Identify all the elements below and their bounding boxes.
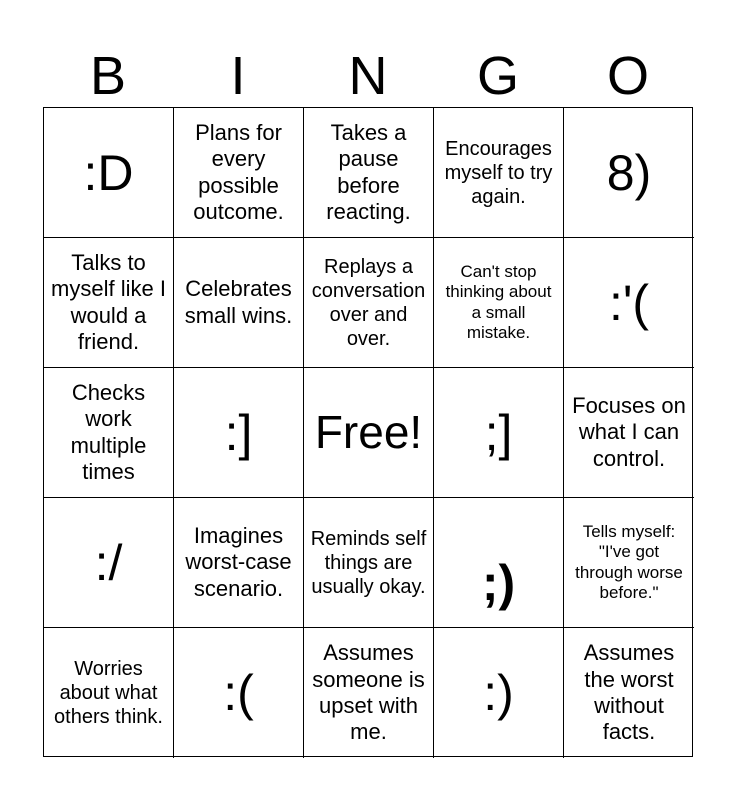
bingo-cell: Focuses on what I can control.	[564, 368, 694, 498]
bingo-cell: Plans for every possible outcome.	[174, 108, 304, 238]
bingo-cell: :D	[44, 108, 174, 238]
bingo-cell: Checks work multiple times	[44, 368, 174, 498]
free-space-cell: Free!	[304, 368, 434, 498]
bingo-cell: Replays a conversation over and over.	[304, 238, 434, 368]
bingo-cell: Reminds self things are usually okay.	[304, 498, 434, 628]
bingo-cell: Tells myself: "I've got through worse before."	[564, 498, 694, 628]
header-letter-i: I	[230, 46, 246, 106]
header-letter-b: B	[89, 46, 127, 106]
bingo-cell: 8)	[564, 108, 694, 238]
bingo-cell: :]	[174, 368, 304, 498]
bingo-header	[43, 44, 693, 108]
bingo-cell: :'(	[564, 238, 694, 368]
bingo-cell: Worries about what others think.	[44, 628, 174, 758]
bingo-cell: :(	[174, 628, 304, 758]
bingo-cell: Encourages myself to try again.	[434, 108, 564, 238]
bingo-cell: Talks to myself like I would a friend.	[44, 238, 174, 368]
bingo-cell: ;]	[434, 368, 564, 498]
bingo-cell: Celebrates small wins.	[174, 238, 304, 368]
bingo-cell: Assumes the worst without facts.	[583, 640, 675, 745]
bingo-cell: ;)	[434, 498, 564, 628]
header-letter-n: N	[348, 46, 388, 106]
bingo-cell: Assumes someone is upset with me.	[304, 628, 434, 758]
bingo-cell: Can't stop thinking about a small mistake.	[434, 238, 564, 368]
bingo-cell: Takes a pause before reacting.	[304, 108, 434, 238]
bingo-cell: :)	[434, 628, 564, 758]
header-letter-o: O	[606, 46, 649, 106]
bingo-card-grid	[43, 107, 693, 757]
header-letter-g: G	[476, 46, 519, 106]
bingo-cell: :/	[44, 498, 174, 628]
bingo-cell: Imagines worst-case scenario.	[174, 498, 304, 628]
